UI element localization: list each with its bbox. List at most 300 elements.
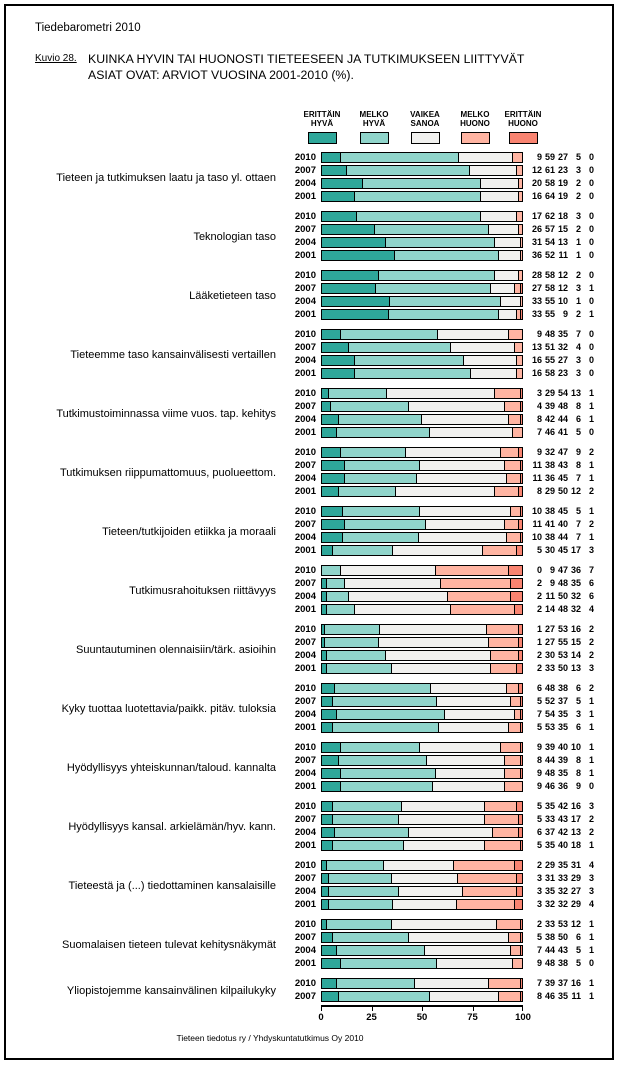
bar-segment-vaikea-sanoa [391, 920, 496, 929]
bar-row [276, 401, 594, 414]
bar-segment-melko-hyva [322, 566, 340, 575]
value-vaikea-sanoa: 41 [557, 427, 568, 437]
value-vaikea-sanoa: 19 [557, 178, 568, 188]
stacked-bar-chart [0, 152, 619, 1029]
value-erittain-hyva: 3 [536, 886, 542, 896]
stacked-bar [321, 447, 523, 458]
bar-segment-melko-hyva [356, 212, 480, 221]
value-vaikea-sanoa: 32 [557, 342, 568, 352]
value-labels [529, 624, 594, 635]
legend-label-line2: HUONO [460, 119, 490, 128]
value-labels [529, 250, 594, 261]
category-label: Tutkimustoiminnassa viime vuos. tap. kehitys [56, 408, 276, 420]
value-melko-huono: 6 [575, 932, 581, 942]
bar-segment-melko-huono [447, 592, 510, 601]
bar-row [276, 932, 594, 945]
bar-segment-erittain-hyva [322, 251, 394, 260]
value-melko-huono: 12 [570, 919, 581, 929]
bar-segment-erittain-huono [520, 979, 522, 988]
legend-swatch-erittain-huono [509, 132, 538, 144]
value-erittain-huono: 4 [588, 604, 594, 614]
value-melko-hyva: 48 [544, 958, 555, 968]
value-melko-huono: 8 [575, 460, 581, 470]
value-vaikea-sanoa: 9 [562, 309, 568, 319]
bar-segment-melko-huono [520, 238, 522, 247]
value-labels [529, 932, 594, 943]
value-vaikea-sanoa: 40 [557, 840, 568, 850]
bar-segment-erittain-huono [518, 815, 522, 824]
bar-segment-erittain-hyva [322, 841, 332, 850]
stacked-bar [321, 165, 523, 176]
bar-segment-melko-hyva [385, 238, 494, 247]
bar-segment-vaikea-sanoa [425, 520, 504, 529]
bar-segment-erittain-huono [514, 605, 522, 614]
bar-segment-erittain-hyva [322, 284, 375, 293]
value-melko-huono: 14 [570, 650, 581, 660]
value-vaikea-sanoa: 11 [558, 250, 568, 260]
bar-segment-melko-hyva [362, 179, 479, 188]
stacked-bar [321, 755, 523, 766]
value-vaikea-sanoa: 18 [557, 211, 568, 221]
value-melko-huono: 6 [575, 722, 581, 732]
bar-row [276, 250, 594, 263]
year-label: 2007 [294, 401, 316, 412]
x-axis-tick [372, 1007, 373, 1011]
value-melko-hyva: 30 [544, 650, 555, 660]
value-melko-huono: 8 [575, 401, 581, 411]
value-melko-hyva: 46 [544, 781, 555, 791]
bar-row [276, 827, 594, 840]
bar-row [276, 414, 594, 427]
bar-segment-erittain-hyva [322, 802, 332, 811]
bar-segment-erittain-huono [520, 697, 522, 706]
year-label: 2004 [294, 473, 316, 484]
x-axis-tick-label: 0 [318, 1012, 324, 1023]
value-erittain-huono: 2 [588, 683, 594, 693]
bar-segment-erittain-hyva [322, 356, 354, 365]
bar-segment-erittain-hyva [322, 238, 385, 247]
value-vaikea-sanoa: 54 [557, 388, 568, 398]
value-erittain-hyva: 9 [536, 152, 542, 162]
bar-segment-melko-hyva [332, 697, 436, 706]
stacked-bar [321, 709, 523, 720]
category-label: Hyödyllisyys kansal. arkielämän/hyv. kann. [68, 821, 276, 833]
bar-segment-vaikea-sanoa [435, 769, 504, 778]
legend [0, 110, 619, 150]
value-erittain-huono: 1 [588, 696, 594, 706]
year-label: 2007 [294, 991, 316, 1002]
value-melko-hyva: 27 [544, 624, 555, 634]
bar-segment-melko-hyva [344, 474, 416, 483]
value-erittain-huono: 0 [588, 355, 594, 365]
bar-segment-melko-hyva [340, 743, 419, 752]
value-vaikea-sanoa: 55 [557, 637, 568, 647]
value-vaikea-sanoa: 43 [557, 945, 568, 955]
value-vaikea-sanoa: 45 [557, 473, 568, 483]
category-group [0, 388, 619, 440]
figure-title-line1: KUINKA HYVIN TAI HUONOSTI TIETEESEEN JA TUTKIMUKSEEN LIITTYVÄT [88, 52, 525, 66]
value-vaikea-sanoa: 35 [557, 709, 568, 719]
value-melko-huono: 9 [575, 781, 581, 791]
figure-title [88, 51, 524, 83]
category-group [0, 683, 619, 735]
value-labels [529, 742, 594, 753]
stacked-bar [321, 401, 523, 412]
value-vaikea-sanoa: 13 [557, 237, 568, 247]
value-vaikea-sanoa: 44 [557, 532, 568, 542]
bar-row [276, 663, 594, 676]
category-rows [276, 329, 594, 381]
value-labels [529, 873, 594, 884]
value-erittain-huono: 1 [588, 978, 594, 988]
bar-segment-erittain-huono [520, 415, 522, 424]
value-erittain-hyva: 1 [536, 624, 542, 634]
bar-row [276, 801, 594, 814]
category-rows [276, 624, 594, 676]
bar-segment-erittain-huono [520, 933, 522, 942]
bar-segment-erittain-hyva [322, 723, 332, 732]
year-label: 2007 [294, 755, 316, 766]
year-label: 2010 [294, 801, 316, 812]
value-melko-hyva: 27 [544, 637, 555, 647]
bar-segment-erittain-huono [516, 802, 522, 811]
bar-segment-erittain-hyva [322, 697, 332, 706]
year-label: 2004 [294, 650, 316, 661]
value-erittain-huono: 2 [588, 447, 594, 457]
bar-segment-vaikea-sanoa [494, 271, 518, 280]
value-erittain-hyva: 9 [536, 329, 542, 339]
value-erittain-hyva: 6 [536, 683, 542, 693]
value-vaikea-sanoa: 27 [557, 355, 568, 365]
bar-segment-melko-hyva [328, 389, 386, 398]
year-label: 2007 [294, 814, 316, 825]
value-melko-huono: 3 [575, 165, 581, 175]
value-labels [529, 237, 594, 248]
stacked-bar [321, 873, 523, 884]
value-melko-huono: 16 [570, 978, 581, 988]
value-melko-huono: 3 [575, 709, 581, 719]
value-erittain-hyva: 9 [536, 447, 542, 457]
bar-row [276, 624, 594, 637]
value-melko-hyva: 54 [544, 709, 555, 719]
year-label: 2004 [294, 178, 316, 189]
bar-segment-melko-hyva [338, 992, 429, 1001]
value-labels [529, 991, 594, 1002]
value-melko-huono: 29 [570, 899, 581, 909]
value-vaikea-sanoa: 45 [557, 506, 568, 516]
value-melko-huono: 2 [575, 270, 581, 280]
value-erittain-hyva: 8 [536, 991, 542, 1001]
bar-segment-melko-huono [440, 579, 510, 588]
bar-segment-melko-hyva [346, 166, 469, 175]
value-labels [529, 427, 594, 438]
value-melko-huono: 18 [570, 840, 581, 850]
value-erittain-huono: 0 [588, 237, 594, 247]
year-label: 2001 [294, 840, 316, 851]
value-vaikea-sanoa: 44 [557, 414, 568, 424]
bar-segment-erittain-hyva [322, 179, 362, 188]
legend-swatch-melko-hyva [360, 132, 389, 144]
bar-segment-melko-huono [516, 356, 522, 365]
stacked-bar [321, 768, 523, 779]
category-group [0, 506, 619, 558]
value-melko-huono: 1 [575, 237, 581, 247]
year-label: 2010 [294, 152, 316, 163]
bar-segment-erittain-huono [508, 566, 522, 575]
value-melko-hyva: 37 [544, 827, 555, 837]
bar-segment-erittain-huono [520, 474, 522, 483]
value-melko-hyva: 44 [544, 755, 555, 765]
bar-row [276, 755, 594, 768]
bar-row [276, 486, 594, 499]
bar-segment-vaikea-sanoa [419, 461, 504, 470]
bar-row [276, 270, 594, 283]
value-melko-huono: 29 [570, 873, 581, 883]
bar-segment-vaikea-sanoa [436, 959, 512, 968]
bar-segment-melko-huono [512, 153, 522, 162]
bar-segment-melko-huono [496, 920, 520, 929]
bar-segment-melko-hyva [330, 402, 408, 411]
value-melko-huono: 8 [575, 755, 581, 765]
bar-segment-vaikea-sanoa [430, 684, 506, 693]
value-melko-hyva: 58 [544, 283, 555, 293]
bar-segment-erittain-huono [518, 651, 522, 660]
bar-segment-erittain-hyva [322, 271, 378, 280]
bar-segment-vaikea-sanoa [401, 802, 484, 811]
value-erittain-hyva: 9 [536, 958, 542, 968]
value-melko-huono: 16 [570, 801, 581, 811]
bar-row [276, 165, 594, 178]
category-rows [276, 211, 594, 263]
value-erittain-huono: 1 [588, 991, 594, 1001]
bar-segment-vaikea-sanoa [450, 343, 514, 352]
value-erittain-hyva: 28 [531, 270, 542, 280]
bar-segment-erittain-hyva [322, 474, 344, 483]
category-group [0, 447, 619, 499]
x-axis [318, 1005, 531, 1029]
bar-segment-melko-hyva [326, 579, 344, 588]
value-melko-hyva: 33 [544, 663, 555, 673]
bar-segment-melko-hyva [328, 900, 392, 909]
bar-segment-vaikea-sanoa [414, 979, 488, 988]
bar-segment-vaikea-sanoa [436, 697, 510, 706]
value-labels [529, 683, 594, 694]
bar-segment-erittain-huono [520, 533, 522, 542]
bar-segment-melko-huono [504, 756, 520, 765]
value-labels [529, 342, 594, 353]
value-melko-huono: 13 [570, 827, 581, 837]
value-erittain-huono: 3 [588, 663, 594, 673]
category-label: Tutkimusrahoituksen riittävyys [129, 585, 276, 597]
year-label: 2001 [294, 781, 316, 792]
value-erittain-huono: 0 [588, 368, 594, 378]
value-erittain-huono: 0 [588, 152, 594, 162]
value-erittain-huono: 6 [588, 578, 594, 588]
bar-segment-vaikea-sanoa [437, 330, 508, 339]
value-melko-huono: 5 [575, 152, 581, 162]
value-labels [529, 958, 594, 969]
value-melko-hyva: 59 [544, 152, 555, 162]
value-erittain-huono: 1 [588, 709, 594, 719]
legend-label-line1: MELKO [359, 110, 389, 119]
stacked-bar [321, 899, 523, 910]
value-melko-hyva: 29 [544, 388, 555, 398]
bar-segment-vaikea-sanoa [405, 448, 500, 457]
value-labels [529, 591, 594, 602]
year-label: 2007 [294, 519, 316, 530]
category-label: Hyödyllisyys yhteiskunnan/taloud. kannalta [66, 762, 276, 774]
value-erittain-hyva: 9 [536, 768, 542, 778]
stacked-bar [321, 545, 523, 556]
value-melko-hyva: 55 [544, 296, 555, 306]
value-labels [529, 165, 594, 176]
bar-segment-melko-huono [514, 343, 522, 352]
value-melko-hyva: 31 [544, 873, 555, 883]
year-label: 2001 [294, 486, 316, 497]
bar-segment-erittain-hyva [322, 428, 336, 437]
value-erittain-huono: 2 [588, 637, 594, 647]
bar-segment-erittain-huono [518, 684, 522, 693]
bar-segment-melko-huono [506, 684, 518, 693]
x-axis-tick [522, 1007, 523, 1011]
bar-segment-erittain-huono [516, 887, 522, 896]
bar-row [276, 237, 594, 250]
bar-segment-erittain-huono [520, 946, 522, 955]
bar-segment-melko-hyva [336, 710, 444, 719]
bar-segment-melko-huono [508, 723, 520, 732]
value-labels [529, 486, 594, 497]
value-vaikea-sanoa: 50 [557, 932, 568, 942]
bar-segment-melko-huono [500, 743, 520, 752]
value-erittain-hyva: 36 [531, 250, 542, 260]
bar-segment-erittain-huono [518, 448, 522, 457]
value-melko-huono: 5 [575, 958, 581, 968]
bar-segment-erittain-hyva [322, 743, 340, 752]
bar-segment-melko-hyva [340, 782, 432, 791]
bar-segment-vaikea-sanoa [480, 212, 516, 221]
bar-segment-erittain-huono [520, 723, 522, 732]
bar-row [276, 919, 594, 932]
value-labels [529, 899, 594, 910]
value-erittain-hyva: 9 [536, 781, 542, 791]
bar-segment-erittain-hyva [322, 782, 340, 791]
value-erittain-huono: 1 [588, 945, 594, 955]
value-melko-hyva: 36 [544, 473, 555, 483]
value-melko-hyva: 48 [544, 329, 555, 339]
category-rows [276, 565, 594, 617]
bar-segment-melko-huono [453, 861, 514, 870]
bar-segment-vaikea-sanoa [469, 166, 515, 175]
value-vaikea-sanoa: 15 [557, 224, 568, 234]
bar-segment-erittain-hyva [322, 828, 334, 837]
bar-segment-erittain-huono [520, 461, 522, 470]
value-erittain-hyva: 11 [532, 460, 542, 470]
year-label: 2004 [294, 237, 316, 248]
value-erittain-hyva: 5 [536, 840, 542, 850]
year-label: 2010 [294, 742, 316, 753]
bar-segment-melko-huono [516, 369, 522, 378]
year-label: 2001 [294, 545, 316, 556]
value-labels [529, 814, 594, 825]
bar-segment-melko-hyva [326, 592, 348, 601]
bar-segment-melko-huono [518, 271, 522, 280]
bar-segment-erittain-hyva [322, 153, 340, 162]
stacked-bar [321, 473, 523, 484]
value-melko-huono: 2 [575, 224, 581, 234]
bar-segment-vaikea-sanoa [386, 389, 494, 398]
value-melko-huono: 15 [570, 637, 581, 647]
bar-segment-melko-hyva [340, 330, 437, 339]
stacked-bar [321, 860, 523, 871]
value-labels [529, 578, 594, 589]
value-vaikea-sanoa: 23 [557, 368, 568, 378]
value-erittain-hyva: 31 [531, 237, 542, 247]
bar-segment-melko-huono [484, 815, 518, 824]
value-vaikea-sanoa: 35 [557, 329, 568, 339]
value-melko-huono: 31 [570, 860, 581, 870]
stacked-bar [321, 624, 523, 635]
year-label: 2001 [294, 309, 316, 320]
value-melko-huono: 36 [570, 565, 581, 575]
value-erittain-huono: 0 [588, 329, 594, 339]
value-labels [529, 945, 594, 956]
bar-segment-erittain-hyva [322, 310, 388, 319]
stacked-bar [321, 178, 523, 189]
value-melko-huono: 32 [570, 604, 581, 614]
bar-segment-melko-huono [488, 638, 518, 647]
year-label: 2010 [294, 506, 316, 517]
value-erittain-hyva: 12 [531, 165, 542, 175]
value-melko-hyva: 58 [544, 368, 555, 378]
bar-segment-melko-hyva [326, 861, 383, 870]
bar-segment-erittain-hyva [322, 212, 356, 221]
value-erittain-hyva: 5 [536, 814, 542, 824]
value-melko-hyva: 33 [544, 814, 555, 824]
value-melko-huono: 8 [575, 768, 581, 778]
value-melko-hyva: 64 [544, 191, 555, 201]
bar-segment-melko-huono [498, 992, 520, 1001]
bar-segment-erittain-huono [520, 920, 522, 929]
legend-label-line2: HYVÄ [310, 119, 334, 128]
bar-segment-melko-huono [516, 166, 522, 175]
year-label: 2001 [294, 604, 316, 615]
bar-row [276, 342, 594, 355]
value-vaikea-sanoa: 37 [557, 978, 568, 988]
value-melko-huono: 17 [570, 814, 581, 824]
value-erittain-huono: 1 [588, 388, 594, 398]
bar-segment-vaikea-sanoa [398, 815, 484, 824]
stacked-bar [321, 637, 523, 648]
value-vaikea-sanoa: 32 [557, 886, 568, 896]
bar-segment-erittain-huono [516, 664, 522, 673]
year-label: 2001 [294, 663, 316, 674]
value-vaikea-sanoa: 38 [557, 683, 568, 693]
bar-row [276, 742, 594, 755]
category-group [0, 270, 619, 322]
bar-segment-melko-hyva [336, 979, 414, 988]
stacked-bar [321, 814, 523, 825]
value-erittain-hyva: 8 [536, 755, 542, 765]
bar-segment-melko-hyva [340, 769, 435, 778]
bar-row [276, 781, 594, 794]
stacked-bar [321, 840, 523, 851]
value-melko-hyva: 9 [549, 578, 555, 588]
bar-segment-vaikea-sanoa [494, 238, 520, 247]
category-group [0, 624, 619, 676]
bar-segment-vaikea-sanoa [432, 782, 504, 791]
value-erittain-hyva: 10 [531, 532, 542, 542]
value-melko-huono: 10 [570, 742, 581, 752]
